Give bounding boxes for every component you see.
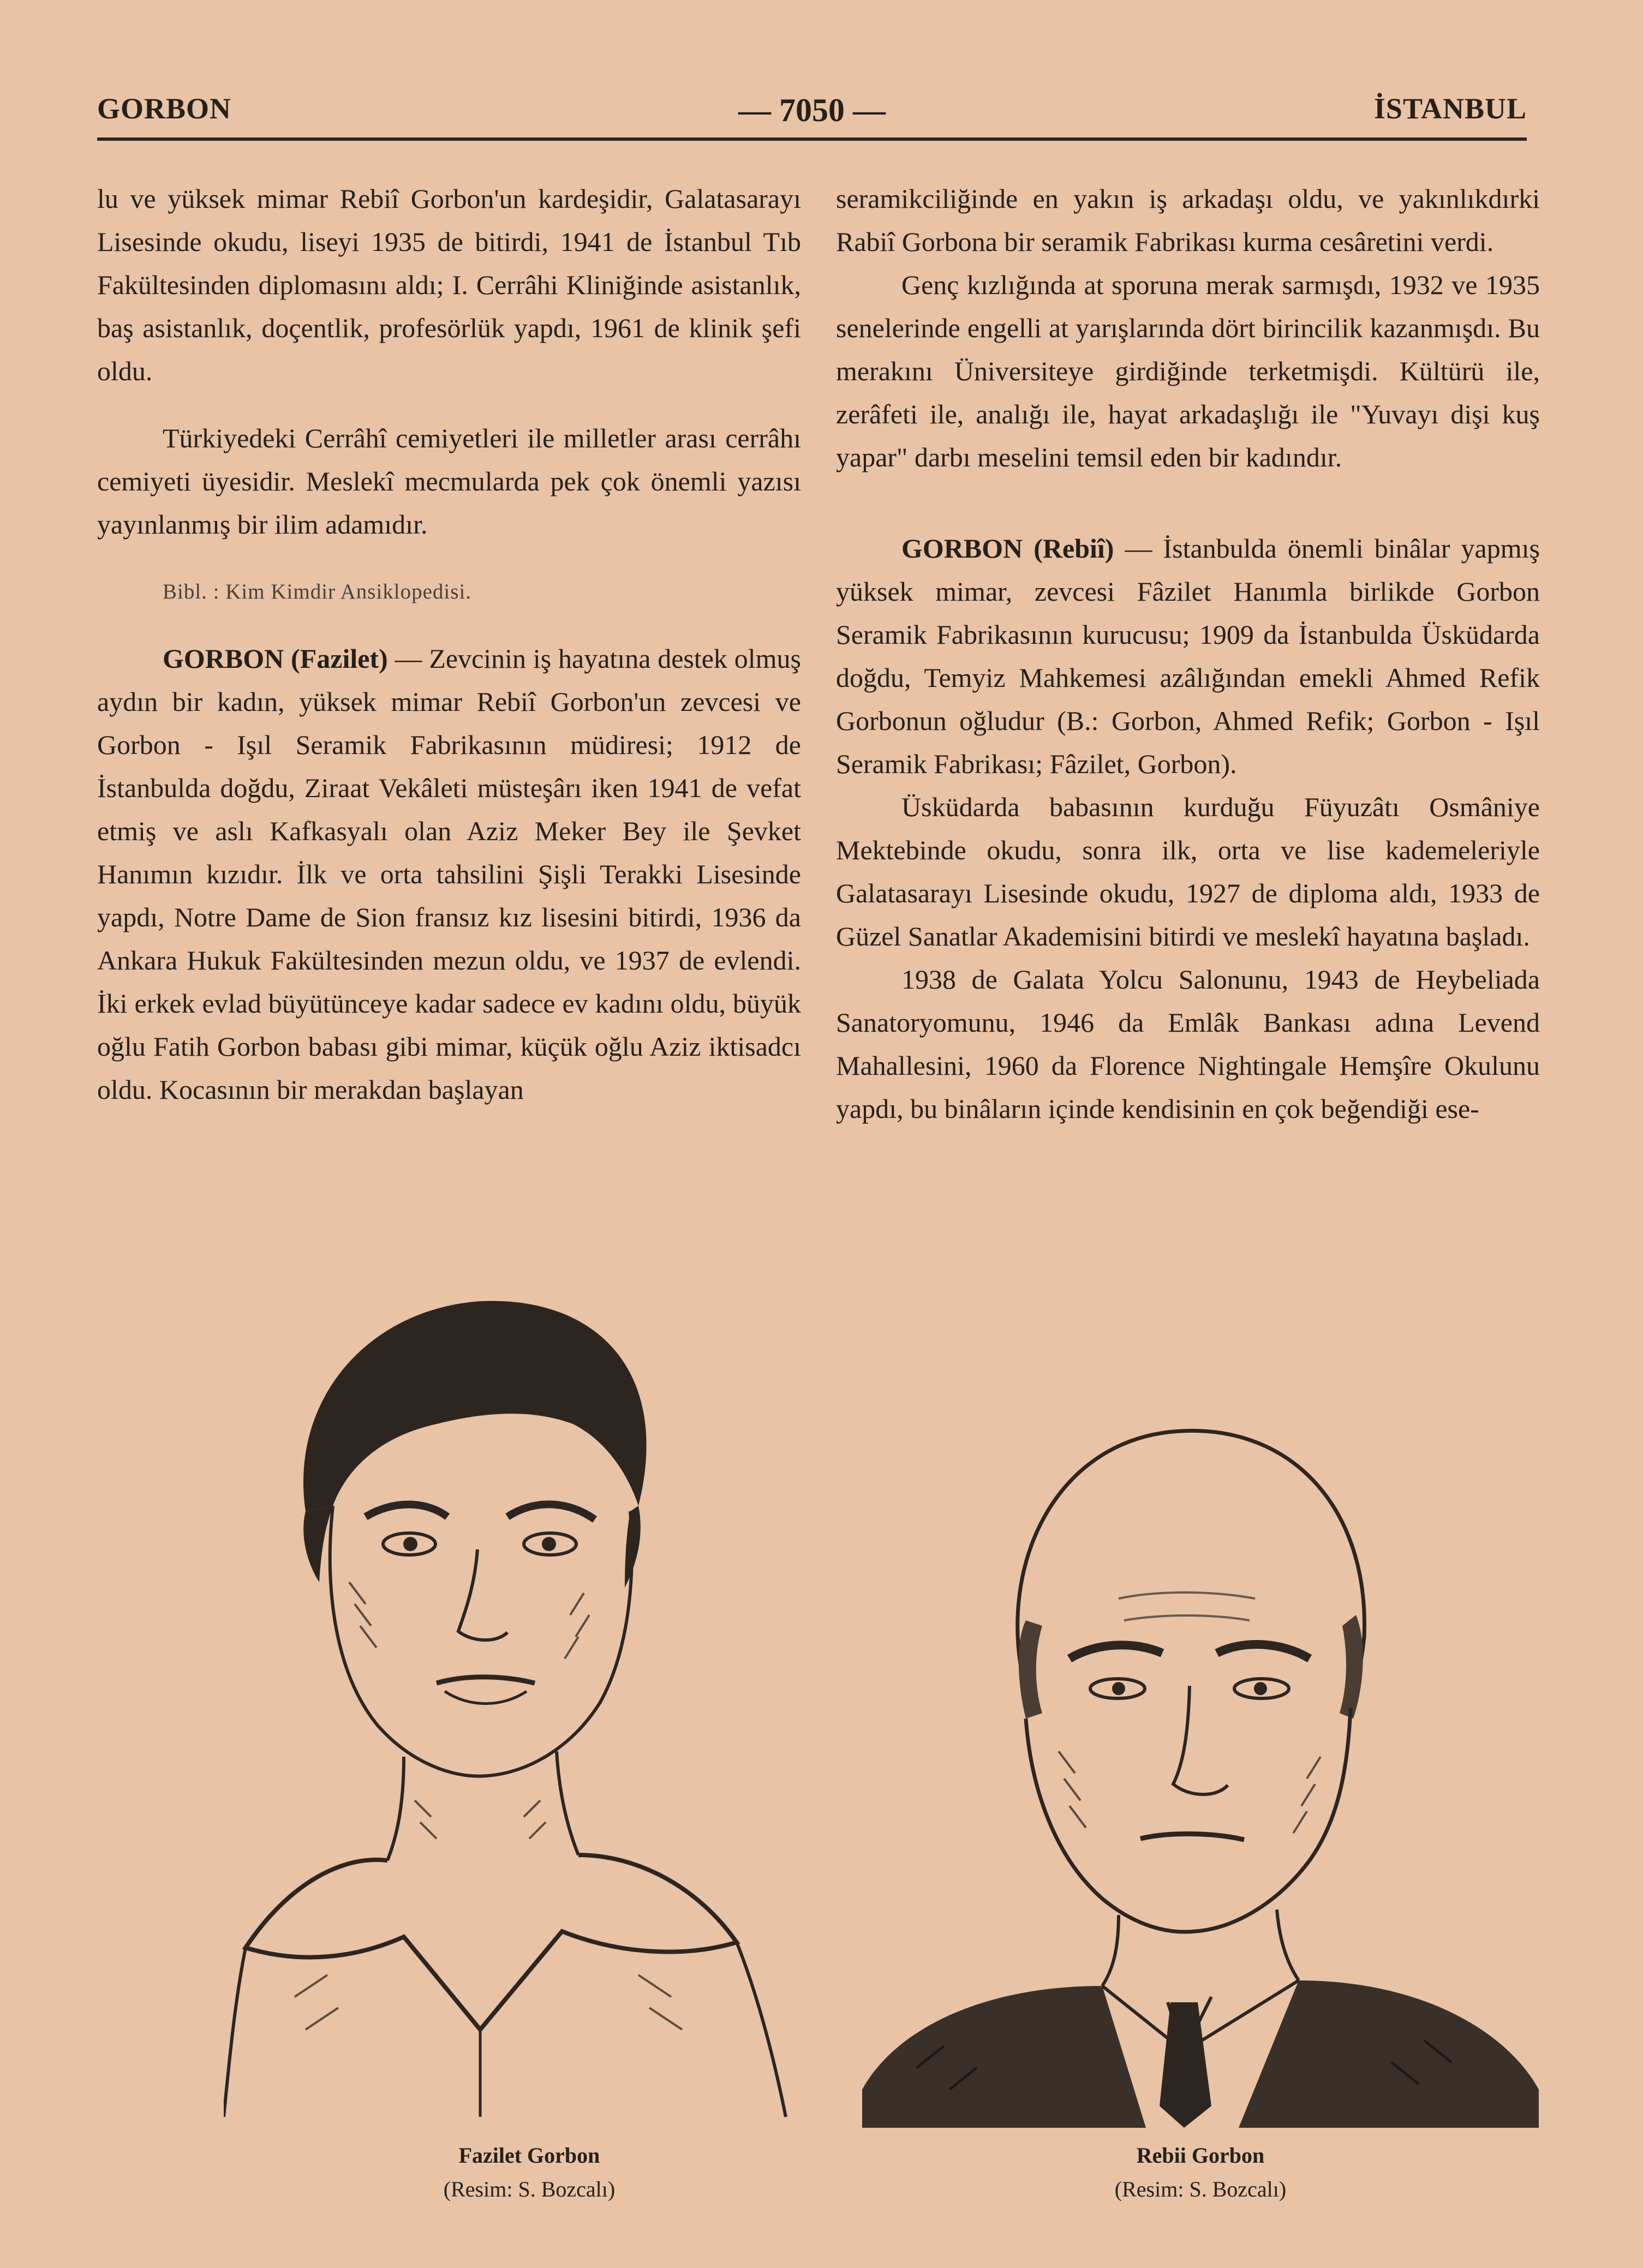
paragraph: Türkiyedeki Cerrâhî cemiyetleri ile milletler arası cerrâhı cemiyeti üyesidir. Meslekî mecmularda pek çok önemli yazısı yayınlanmış bir ilim adamıdır. — [97, 423, 801, 540]
header-volume-word: İSTANBUL — [1373, 92, 1527, 125]
header-rule — [97, 137, 1527, 141]
left-column — [97, 177, 801, 1111]
paragraph: Genç kızlığında at sporuna merak sarmışdı, 1932 ve 1935 senelerinde engelli at yarışlarında dört birincilik kazanmışdı. Bu merakını Üniversiteye girdiğinde terketmişdi. Kültürü ile, zerâfeti ile, analığı ile, hayat arkadaşlığı ile "Yuvayı dişi kuş yapar" darbı meselini temsil eden bir kadındır. — [836, 270, 1540, 472]
entry-fazilet — [97, 637, 801, 1111]
paragraph: seramikciliğinde en yakın iş arkadaşı oldu, ve yakınlıkdırki Rabiî Gorbona bir seramik Fabrikası kurma cesâretini verdi. — [836, 183, 1540, 257]
portrait-fazilet-gorbon — [224, 1277, 835, 2128]
entry-text: — İstanbulda önemli binâlar yapmış yüksek mimar, zevcesi Fâzilet Hanımla birlikde Gorbon Seramik Fabrikasının kurucusu; 1909 da İstanbulda Üsküdarda doğdu, Temyiz Mahkemesi azâlığından emekli Ahmed Refik Gorbonun oğludur (B.: Gorbon, Ahmed Refik; Gorbon - Işıl Seramik Fabrikası; Fâzilet, Gorbon). — [836, 533, 1540, 779]
caption-name: Fazilet Gorbon — [458, 2143, 600, 2168]
portrait-rebii-gorbon — [862, 1380, 1539, 2128]
entry-text: — Zevcinin iş hayatına destek olmuş aydın bir kadın, yüksek mimar Rebiî Gorbon'un zevcesi ve Gorbon - Işıl Seramik Fabrikasının müdiresi; 1912 de İstanbulda doğdu, Ziraat Vekâleti müsteşârı iken 1941 de vefat etmiş ve aslı Kafkasyalı olan Aziz Meker Bey ile Şevket Hanımın kızıdır. İlk ve orta tahsilini Şişli Terakki Lisesinde yapdı, Notre Dame de Sion fransız kız lisesini bitirdi, 1936 da Ankara Hukuk Fakültesinden mezun oldu, ve 1937 de evlendi. İki erkek evlad büyütünceye kadar sadece ev kadını oldu, büyük oğlu Fatih Gorbon babası gibi mimar, küçük oğlu Aziz iktisadcı oldu. Kocasının bir merakdan başlayan — [97, 643, 801, 1105]
header-entry-word: GORBON — [97, 92, 232, 125]
entry-headword: GORBON (Rebiî) — [901, 533, 1114, 564]
right-column — [836, 177, 1540, 1130]
caption-left — [224, 2139, 835, 2206]
bibliography-note: Bibl. : Kim Kimdir Ansiklopedisi. — [163, 580, 472, 603]
portrait-sketch-image — [862, 1380, 1539, 2128]
caption-name: Rebii Gorbon — [1136, 2143, 1265, 2168]
paragraph: Üsküdarda babasının kurduğu Füyuzâtı Osmâniye Mektebinde okudu, sonra ilk, orta ve lise kademeleriyle Galatasarayı Lisesinde okudu, 1927 de diploma aldı, 1933 de Güzel Sanatlar Akademisini bitirdi ve meslekî hayatına başladı. — [836, 792, 1540, 952]
page-number: — 7050 — — [738, 92, 886, 128]
paragraph: lu ve yüksek mimar Rebiî Gorbon'un kardeşidir, Galatasarayı Lisesinde okudu, liseyi 1935 de bitirdi, 1941 de İstanbul Tıb Fakültesinden diplomasını aldı; I. Cerrâhi Kliniğinde asistanlık, baş asistanlık, doçentlik, profesörlük yapdı, 1961 de klinik şefi oldu. — [97, 183, 801, 386]
paragraph: 1938 de Galata Yolcu Salonunu, 1943 de Heybeliada Sanatoryomunu, 1946 da Emlâk Bankası adına Levend Mahallesini, 1960 da Florence Nightingale Hemşîre Okulunu yapdı, bu binâların içinde kendisinin en çok beğendiği ese- — [836, 964, 1540, 1124]
portrait-sketch-image — [224, 1277, 835, 2128]
caption-credit: (Resim: S. Bozcalı) — [1114, 2177, 1287, 2201]
entry-headword: GORBON (Fazilet) — [163, 643, 388, 674]
entry-rebii — [836, 527, 1540, 786]
caption-right — [1009, 2139, 1391, 2206]
caption-credit: (Resim: S. Bozcalı) — [443, 2177, 616, 2201]
